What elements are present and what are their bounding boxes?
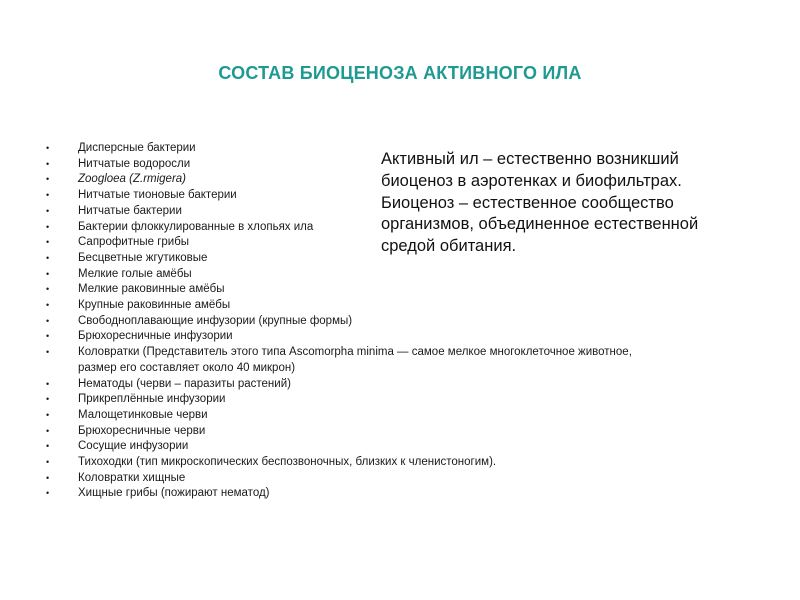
list-item-text: Мелкие голые амёбы [78,267,192,280]
list-item [0,392,632,408]
bullet-icon: • [46,190,50,201]
list-item [0,298,632,314]
bullet-icon: • [46,378,50,389]
list-item [0,424,632,440]
bullet-icon: • [46,347,50,358]
list-item [0,408,632,424]
list-item-text: Хищные грибы (пожирают нематод) [78,487,270,500]
definition-line: средой обитания. [381,237,517,256]
bullet-icon: • [46,472,50,483]
definition-line: Биоценоз – естественное сообщество [381,193,674,212]
list-item [0,471,632,487]
list-item-text: Бактерии флоккулированные в хлопьях ила [78,220,314,233]
list-item [0,486,632,502]
list-item-text: Нитчатые водоросли [78,157,191,170]
list-item [0,329,632,345]
list-item [0,267,632,283]
bullet-icon: • [46,425,50,436]
list-item [0,282,632,298]
definition-line: Активный ил – естественно возникший [381,150,679,168]
list-item-text: Коловратки (Представитель этого типа Ascomorpha minima — самое мелкое многоклеточное животное, [78,346,632,359]
list-item-text: Тихоходки (тип микроскопических беспозвоночных, близких к членистоногим). [78,456,497,469]
bullet-icon: • [46,143,50,153]
list-item-text: Коловратки хищные [78,471,186,484]
list-item-text: Брюхоресничные инфузории [78,330,233,343]
list-item-text: Сосущие инфузории [78,440,189,453]
bullet-icon: • [46,488,50,499]
bullet-icon: • [46,268,50,279]
list-item-text-continued: размер его составляет около 40 микрон) [78,361,296,374]
definition-line: организмов, объединенное естественной [381,215,699,234]
bullet-icon: • [46,315,50,326]
bullet-icon: • [46,457,50,468]
bullet-icon: • [46,409,50,420]
list-item-text: Дисперсные бактерии [78,142,196,154]
bullet-icon: • [46,284,50,295]
list-item [0,377,632,393]
bullet-icon: • [46,205,50,216]
bullet-icon: • [46,300,50,311]
bullet-icon: • [46,158,50,169]
list-item-text: Бесцветные жгутиковые [78,251,208,264]
bullet-icon: • [46,331,50,342]
list-item-text: Сапрофитные грибы [78,236,190,249]
slide-title: СОСТАВ БИОЦЕНОЗА АКТИВНОГО ИЛА [218,63,582,83]
bullet-icon: • [46,174,50,185]
list-item-text: Zoogloea (Z.rmigera) [78,173,187,186]
list-item-text: Прикреплённые инфузории [78,393,226,406]
list-item-text: Свободноплавающие инфузории (крупные формы) [78,314,353,327]
bullet-icon: • [46,237,50,248]
bullet-icon: • [46,221,50,232]
definition-line: биоценоз в аэротенках и биофильтрах. [381,171,682,190]
list-item [0,455,632,471]
list-item-text: Крупные раковинные амёбы [78,299,231,312]
list-item-text: Малощетинковые черви [78,408,208,421]
list-item [0,314,632,330]
bullet-icon: • [46,252,50,263]
list-item-text: Мелкие раковинные амёбы [78,283,225,296]
bullet-icon: • [46,441,50,452]
list-item-text: Нематоды (черви – паразиты растений) [78,377,291,390]
list-item-text: Брюхоресничные черви [78,424,206,437]
definition-text [381,149,781,258]
bullet-icon: • [46,394,50,405]
list-item-text: Нитчатые бактерии [78,204,182,217]
list-item [0,439,632,455]
list-item-text: Нитчатые тионовые бактерии [78,189,237,202]
list-item [0,345,632,376]
